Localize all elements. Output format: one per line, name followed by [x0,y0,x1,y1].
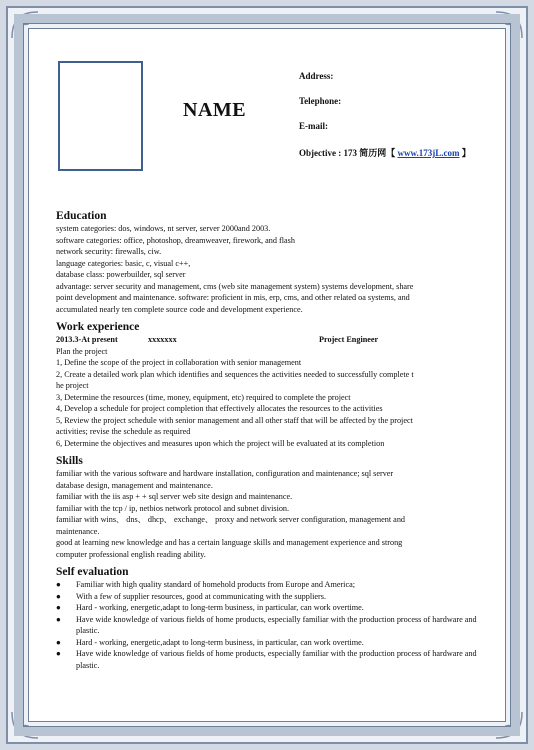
section-title-education: Education [56,210,107,222]
education-section [56,223,486,315]
list-item [56,614,486,637]
bullet-icon: ● [56,603,61,612]
work-line: activities; revise the schedule as required [56,427,191,436]
list-item-text: Have wide knowledge of various fields of home products, especially familiar with the production process of hardware and plastic. [76,614,477,635]
skills-line: good at learning new knowledge and has a certain language skills and management experience and strong [56,538,403,547]
work-line: Plan the project [56,346,108,356]
education-line: system categories: dos, windows, nt server, server 2000and 2003. [56,224,271,233]
education-line: advantage: server security and management, cms (web site management system) systems development, share [56,281,414,291]
section-title-work: Work experience [56,321,140,333]
section-title-skills: Skills [56,455,83,467]
skills-line: familiar with wins、 dns、 dhcp、 exchange、 proxy and network server configuration, management and [56,515,406,524]
work-line: 3, Determine the resources (time, money, equipment, etc) required to complete the project [56,392,351,402]
work-date: 2013.3-At present [56,335,118,344]
list-item-text: Hard - working, energetic,adapt to long-term business, in particular, can work overtime. [76,637,364,647]
work-line: 4, Develop a schedule for project completion that effectively allocates the resources to the activities [56,404,383,413]
skills-line: database design, management and maintenance. [56,480,213,490]
resume-name: NAME [183,99,247,121]
skills-line: computer professional english reading ability. [56,549,206,559]
bullet-icon: ● [56,591,61,601]
work-section [56,334,486,449]
list-item [56,637,486,649]
skills-section [56,468,486,560]
education-line: database class: powerbuilder, sql server [56,270,186,279]
work-line: 2, Create a detailed work plan which identifies and sequences the activities needed to successfully complete t [56,369,414,379]
section-title-self-evaluation: Self evaluation [56,566,129,578]
work-line: 5, Review the project schedule with senior management and all other staff that will be affected by the project [56,415,413,425]
bullet-icon: ● [56,614,61,624]
objective-end: 】 [459,148,471,158]
skills-line: familiar with the iis asp + + sql server web site design and maintenance. [56,492,293,501]
objective-link[interactable]: www.173jL.com [397,148,460,158]
bullet-icon: ● [56,580,61,589]
work-company: xxxxxxx [148,335,177,344]
education-line: software categories: office, photoshop, dreamweaver, firework, and flash [56,235,295,245]
email-label: E-mail: [299,121,328,131]
list-item-text: Familiar with high quality standard of homehold products from Europe and America; [76,580,355,589]
list-item-text: Have wide knowledge of various fields of home products, especially familiar with the production process of hardware and plastic. [76,649,477,670]
work-line: 1, Define the scope of the project in collaboration with senior management [56,358,302,367]
education-line: network security: firewalls, ciw. [56,247,162,256]
list-item [56,648,486,671]
education-line: point development and maintenance. software: proficient in mis, erp, cms, and other related oa systems, and [56,293,410,302]
skills-line: familiar with the tcp / ip, netbios network protocol and subnet division. [56,503,290,513]
work-header-row [56,334,486,346]
education-line: accumulated nearly ten complete source code and development experience. [56,304,303,314]
work-line: 6, Determine the objectives and measures upon which the project will be evaluated at its completion [56,438,385,448]
self-evaluation-section [56,579,486,671]
work-line: he project [56,381,89,390]
skills-line: familiar with the various software and hardware installation, configuration and maintenance; sql server [56,469,394,478]
skills-line: maintenance. [56,526,100,536]
list-item-text: With a few of supplier resources, good at communicating with the suppliers. [76,591,327,601]
bullet-icon: ● [56,649,61,658]
list-item-text: Hard - working, energetic,adapt to long-term business, in particular, can work overtime. [76,603,364,612]
work-position: Project Engineer [319,335,379,344]
resume-body [56,209,486,671]
photo-placeholder [58,61,143,171]
list-item [56,579,486,591]
telephone-label: Telephone: [299,96,342,106]
list-item [56,591,486,603]
address-label: Address: [299,71,334,81]
objective-label: Objective : 173 简历网【 [299,148,398,158]
list-item [56,602,486,614]
education-line: language categories: basic, c, visual c++, [56,258,191,268]
bullet-icon: ● [56,637,61,647]
objective-line [299,146,471,159]
